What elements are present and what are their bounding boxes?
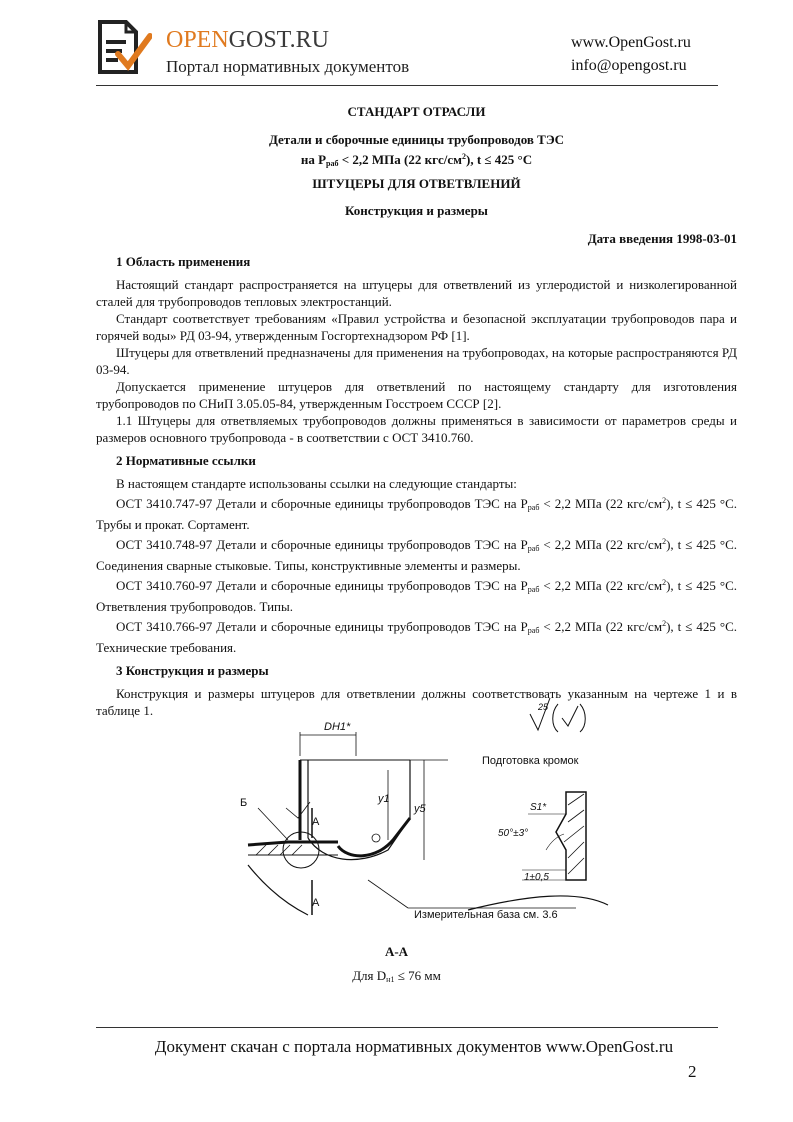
- document-check-icon: [96, 16, 152, 76]
- section2-heading: 2 Нормативные ссылки: [116, 453, 256, 468]
- standard-type-title: СТАНДАРТ ОТРАСЛИ: [347, 104, 486, 119]
- section1-paragraph: 1.1 Штуцеры для ответвляемых трубопроводов должны применяться в зависимости от параметров среды и размеров основного трубопровода - в соответствии с ОСТ 3410.760.: [96, 413, 737, 445]
- label-y5: y5: [414, 803, 426, 815]
- figure-section-caption: А-А: [384, 944, 409, 959]
- label-b: Б: [240, 797, 248, 809]
- main-pipe-wall: [248, 842, 338, 845]
- doc-subname: Конструкция и размеры: [345, 203, 488, 218]
- tolerance-label: 1±0,5: [524, 872, 549, 883]
- section3-heading: 3 Конструкция и размеры: [116, 663, 269, 678]
- label-a-top: А: [312, 816, 320, 828]
- reference-item: ОСТ 3410.760-97 Детали и сборочные единицы трубопроводов ТЭС на $P_{раб} < 2,2$ МПа (22 кгс/$см^2$), t ≤ 425 °С. Ответвления трубопроводов. Типы.: [96, 578, 738, 614]
- section1-heading: 1 Область применения: [116, 254, 251, 269]
- portal-subtitle: Портал нормативных документов: [166, 57, 410, 76]
- document-body: [96, 103, 737, 719]
- angle-label: 50°±3°: [498, 828, 529, 839]
- email-link[interactable]: info@opengost.ru: [571, 57, 687, 74]
- edge-prep-label: Подготовка кромок: [482, 755, 579, 767]
- label-dh1: DН1*: [324, 721, 351, 733]
- label-s1: S1*: [530, 802, 547, 813]
- page-number: 2: [688, 1062, 697, 1081]
- footer-divider: [96, 1027, 718, 1028]
- doc-name: ШТУЦЕРЫ ДЛЯ ОТВЕТВЛЕНИЙ: [312, 176, 521, 191]
- section1-paragraph: Стандарт соответствует требованиям «Правил устройства и безопасной эксплуатации трубопроводов пара и горячей воды» РД 03-94, утвержденным Госгортехнадзором РФ [1].: [96, 311, 737, 343]
- section1-paragraph: Настоящий стандарт распространяется на штуцеры для ответвлений из углеродистой и низколегированной сталей для трубопроводов тепловых электростанций.: [96, 277, 737, 309]
- brand-part-gost: GOST.RU: [228, 27, 329, 53]
- website-link[interactable]: www.OpenGost.ru: [571, 34, 691, 51]
- section3-paragraph: Конструкция и размеры штуцеров для ответвлении должны соответствовать указанным на чертеже 1 и в таблице 1.: [96, 686, 737, 718]
- doc-title-line1: Детали и сборочные единицы трубопроводов ТЭС: [268, 132, 565, 147]
- figure-note: Для $D_{н1} \le 76$ мм: [352, 968, 441, 984]
- section2-intro: В настоящем стандарте использованы ссылки на следующие стандарты:: [116, 476, 517, 491]
- label-y1: y1: [378, 793, 390, 805]
- measure-base-label: Измерительная база см. 3.6: [414, 909, 558, 921]
- roughness-value: 25: [538, 702, 549, 712]
- pipe-hatching: [256, 845, 302, 855]
- brand-logo-text: [166, 27, 329, 53]
- header-divider: [96, 85, 718, 86]
- doc-title-line2: на $P_{раб} < 2,2$ МПа (22 кгс/$см^2$), t ≤ 425 °С: [300, 152, 533, 168]
- reference-item: ОСТ 3410.766-97 Детали и сборочные единицы трубопроводов ТЭС на $P_{раб} < 2,2$ МПа (22 кгс/$см^2$), t ≤ 425 °С. Технические требования.: [96, 619, 738, 655]
- reference-item: ОСТ 3410.747-97 Детали и сборочные единицы трубопроводов ТЭС на $P_{раб} < 2,2$ МПа (22 кгс/$см^2$), t ≤ 425 °С. Трубы и прокат. Сортамент.: [96, 496, 738, 532]
- introduction-date: Дата введения 1998-03-01: [587, 231, 737, 246]
- section1-paragraph: Штуцеры для ответвлений предназначены для применения на трубопроводах, на которые распространяются РД 03-94.: [96, 345, 737, 377]
- reference-item: ОСТ 3410.748-97 Детали и сборочные единицы трубопроводов ТЭС на $P_{раб} < 2,2$ МПа (22 кгс/$см^2$), t ≤ 425 °С. Соединения сварные стыковые. Типы, конструктивные элементы и размеры.: [96, 537, 738, 573]
- section1-paragraph: Допускается применение штуцеров для ответвлений по настоящему стандарту для изготовления трубопроводов по СНиП 3.05.05-84, утвержденным Госстроем СССР [2].: [96, 379, 737, 411]
- footer-text: Документ скачан с портала нормативных документов www.OpenGost.ru: [154, 1037, 674, 1056]
- brand-part-open: OPEN: [166, 27, 229, 53]
- fitting-drawing: [228, 690, 628, 930]
- label-a-bottom: А: [312, 897, 320, 909]
